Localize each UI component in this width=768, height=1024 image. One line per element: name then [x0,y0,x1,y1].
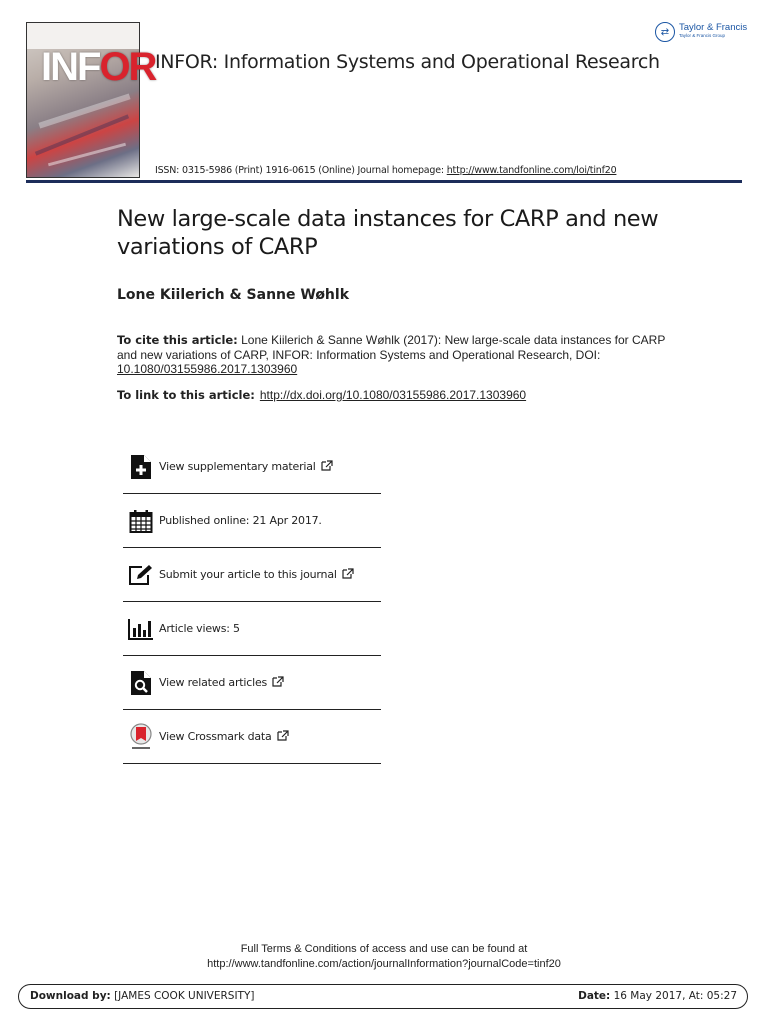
article-authors: Lone Kiilerich & Sanne Wøhlk [117,287,350,303]
publisher-name: Taylor & Francis [679,22,748,33]
publisher-logo [655,22,747,42]
download-by: Download by: [JAMES COOK UNIVERSITY] [30,990,255,1002]
citation-text: Lone Kiilerich & Sanne Wøhlk (2017): New large-scale data instances for CARP and new variations of CARP, INFOR: Information Systems and Operational Research, DOI: [117,333,666,362]
journal-cover-image [26,22,156,178]
article-link [117,388,526,402]
citation-doi-link[interactable]: 10.1080/03155986.2017.1303960 [117,362,298,376]
article-actions-list [123,440,381,764]
terms-notice [0,942,768,972]
publisher-sub: Taylor & Francis Group [679,33,726,38]
terms-line-1: Full Terms & Conditions of access and use can be found at [240,943,528,955]
submit-article-link[interactable]: Submit your article to this journal [123,548,381,602]
view-crossmark-data[interactable]: View Crossmark data [123,710,381,764]
document-plus-icon [126,452,156,482]
article-views: Article views: 5 [123,602,381,656]
citation [117,333,677,377]
view-related-articles[interactable]: View related articles [123,656,381,710]
external-link-icon [272,676,284,687]
header-rule [26,180,742,183]
crossmark-icon [126,722,156,752]
article-link-label: To link to this article: [117,388,255,402]
view-supplementary-material[interactable]: View supplementary material [123,440,381,494]
terms-link[interactable]: http://www.tandfonline.com/action/journalInformation?journalCode=tinf20 [207,958,561,970]
document-search-icon [126,668,156,698]
bar-chart-icon [126,614,156,644]
article-doi-link[interactable]: http://dx.doi.org/10.1080/03155986.2017.1303960 [259,388,527,402]
publisher-logo-icon: ⇄ [655,22,675,42]
issn-line: ISSN: 0315-5986 (Print) 1916-0615 (Online) Journal homepage: http://www.tandfonline.com/loi/tinf20 [155,165,617,176]
published-online-date: Published online: 21 Apr 2017. [123,494,381,548]
download-date: Date: 16 May 2017, At: 05:27 [578,990,737,1002]
journal-title: INFOR: Information Systems and Operational Research [155,51,660,73]
external-link-icon [277,730,289,741]
external-link-icon [321,460,333,471]
article-title: New large-scale data instances for CARP and new variations of CARP [117,206,659,260]
edit-icon [126,560,156,590]
cover-title: INFOR [41,45,156,89]
calendar-icon [126,506,156,536]
external-link-icon [342,568,354,579]
journal-homepage-link[interactable]: http://www.tandfonline.com/loi/tinf20 [446,165,617,176]
citation-label: To cite this article: [117,333,238,347]
download-info-bar [18,984,748,1009]
